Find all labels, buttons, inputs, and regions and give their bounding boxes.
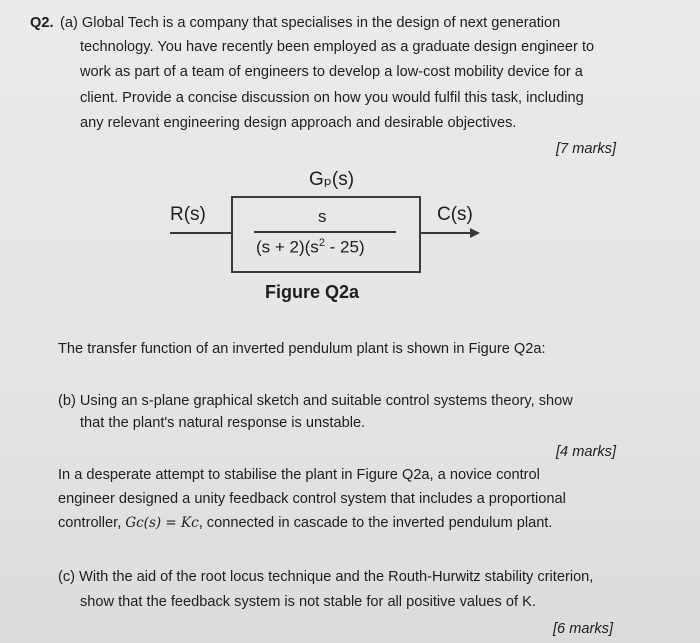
intro-text: The transfer function of an inverted pendulum plant is shown in Figure Q2a: xyxy=(58,341,546,357)
question-number: Q2. xyxy=(30,15,54,31)
q2a-line-5: any relevant engineering design approach and desirable objectives. xyxy=(80,115,517,131)
context-line-3: controller, Gc(s) = Kc, connected in cascade to the inverted pendulum plant. xyxy=(58,515,553,531)
input-signal-label: R(s) xyxy=(170,204,206,225)
q2a-line-2: technology. You have recently been employed as a graduate design engineer to xyxy=(80,39,595,55)
context-line-1: In a desperate attempt to stabilise the plant in Figure Q2a, a novice control xyxy=(58,467,540,483)
q2b-line-1: (b) Using an s-plane graphical sketch and suitable control systems theory, show xyxy=(58,393,573,409)
q2c-line-1: (c) With the aid of the root locus technique and the Routh-Hurwitz stability criterion, xyxy=(58,569,594,585)
input-arrow-line xyxy=(170,232,231,234)
block-label: Gₚ(s) xyxy=(309,169,355,190)
fraction-bar xyxy=(254,231,396,233)
output-signal-label: C(s) xyxy=(437,204,473,225)
q2a-line-4: client. Provide a concise discussion on how you would fulfil this task, including xyxy=(80,90,584,106)
q2c-marks: [6 marks] xyxy=(553,621,614,637)
q2b-line-2: that the plant's natural response is unstable. xyxy=(80,415,366,431)
q2a-line-1: (a) Global Tech is a company that specialises in the design of next generation xyxy=(60,15,561,31)
tf-denominator: $(s + 2)(s^2 - 25)$ xyxy=(256,237,365,257)
q2a-marks: [7 marks] xyxy=(556,141,617,157)
q2b-marks: [4 marks] xyxy=(556,444,617,460)
q2a-line-3: work as part of a team of engineers to develop a low-cost mobility device for a xyxy=(80,64,583,80)
context-line-2: engineer designed a unity feedback control system that includes a proportional xyxy=(58,491,566,507)
output-arrowhead xyxy=(470,228,480,238)
tf-numerator: s xyxy=(318,207,327,226)
figure-caption: Figure Q2a xyxy=(265,282,360,302)
q2c-line-2: show that the feedback system is not stable for all positive values of K. xyxy=(80,594,536,610)
output-arrow-line xyxy=(421,232,471,234)
